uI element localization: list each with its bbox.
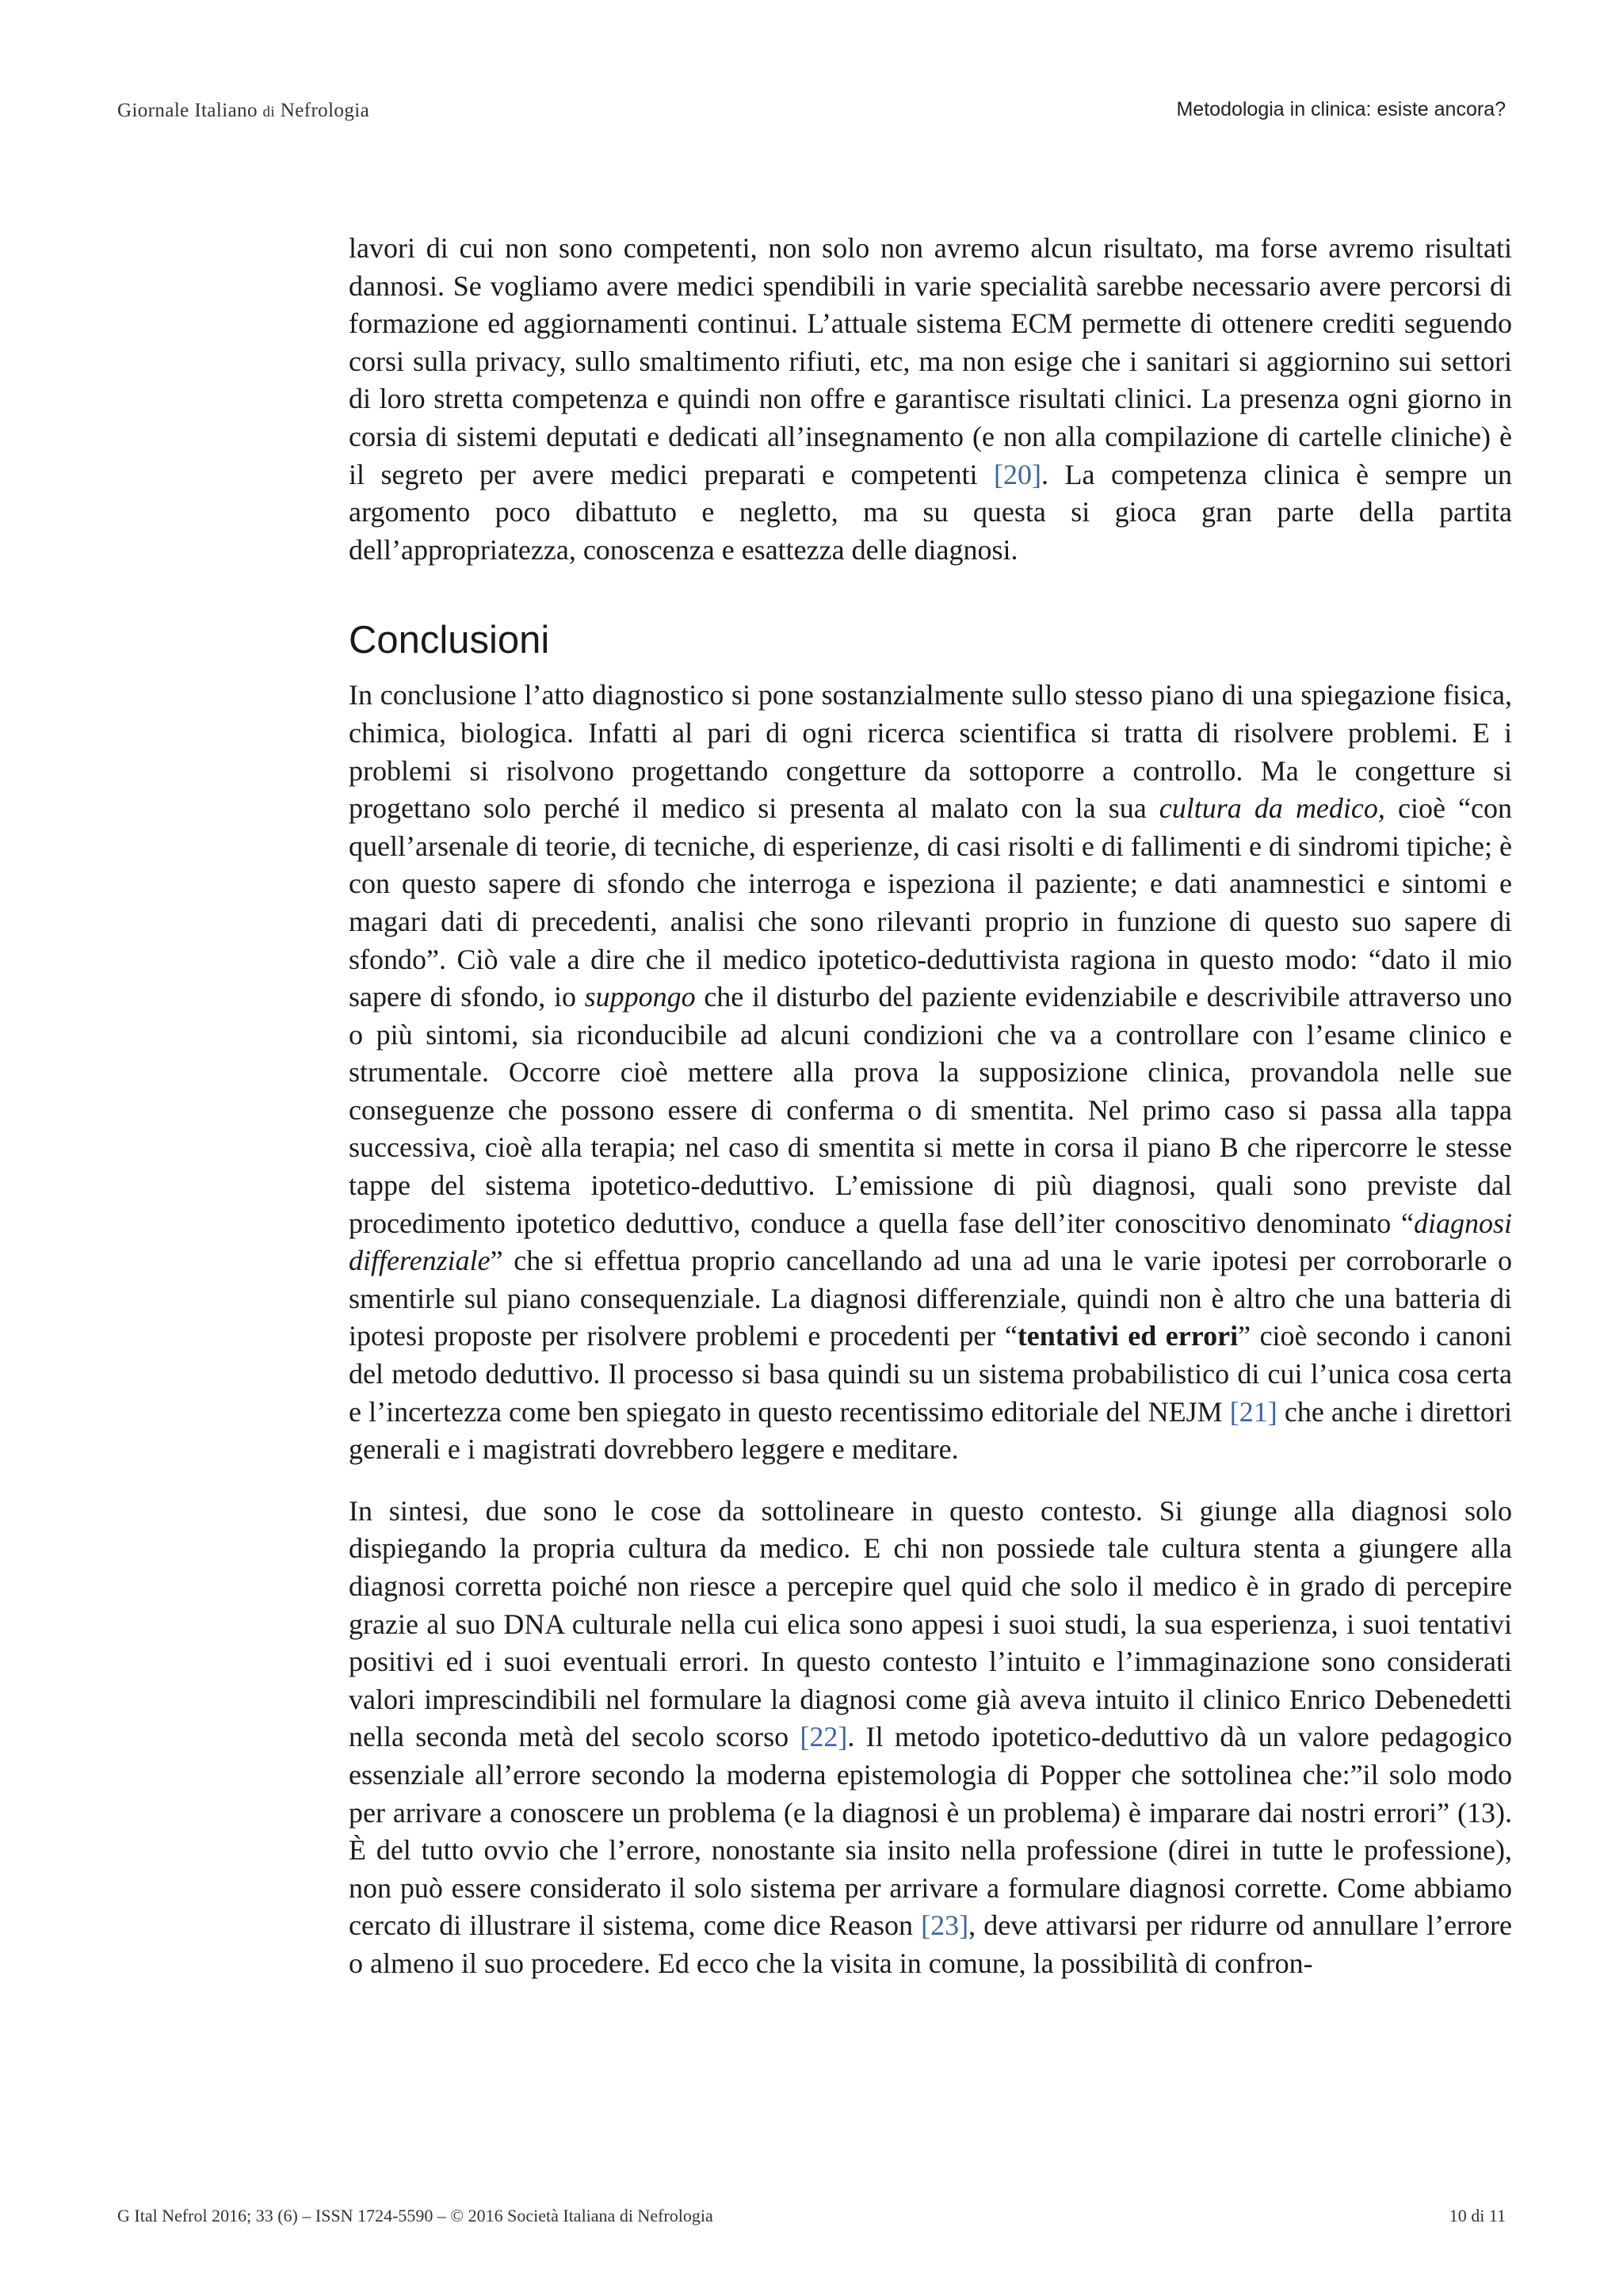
footer-citation: G Ital Nefrol 2016; 33 (6) – ISSN 1724-5590 – © 2016 Società Italiana di Nefrologia [117, 2206, 713, 2225]
journal-name-di: di [262, 104, 276, 120]
p2-text-f: che anche i direttori generali e i magistrati dovrebbero leggere e meditare. [349, 1395, 1513, 1466]
section-heading-conclusioni: Conclusioni [349, 619, 550, 662]
p1-text-b: . La competenza clinica è sempre un argomento poco dibattuto e negletto, ma su questa si gioca gran parte della partita dell’appropriatezza, conoscenza e esattezza delle diagnosi. [349, 458, 1513, 566]
p3-text-c: , deve attivarsi per ridurre od annullare l’errore o almeno il suo procedere. Ed ecco che la visita in comune, la possibilità di confron- [349, 1909, 1512, 1979]
p3-text-b: . Il metodo ipotetico-deduttivo dà un valore pedagogico essenziale all’errore secondo la moderna epistemologia di Popper che sottolinea che:”il solo modo per arrivare a conoscere un problema (e la diagnosi è un problema) è imparare dai nostri errori” (13). È del tutto ovvio che l’errore, nonostante sia insito nella professione (direi in tutte le professione), non può essere considerato il solo sistema per arrivare a formulare diagnosi corrette. Come abbiamo cercato di illustrare il sistema, come dice Reason [349, 1721, 1512, 1942]
p2-text-b: cioè “con quell’arsenale di teorie, di tecniche, di esperienze, di casi risolti e di fallimenti e di sindromi tipiche; è con questo sapere di sfondo che interroga e ispeziona il paziente; e dati anamnestici e sintomi e magari dati di precedenti, analisi che sono rilevanti proprio in funzione di questo suo sapere di sfondo”. Ciò vale a dire che il medico ipotetico-deduttivista ragiona in questo modo: “dato il mio sapere di sfondo, io [349, 792, 1513, 1013]
p2-text-d: ” che si effettua proprio cancellando ad una ad una le varie ipotesi per corroborarle o smentirle sul piano consequenziale. La diagnosi differenziale, quindi non è altro che una batteria di ipotesi proposte per risolvere problemi e procedenti per “ [349, 1245, 1512, 1352]
journal-name [117, 100, 369, 122]
p2-bold-tentativi: tentativi ed errori [1017, 1320, 1239, 1352]
article-body [349, 230, 1512, 1983]
paragraph-2 [349, 677, 1512, 1468]
reference-link-22[interactable]: [22] [800, 1721, 848, 1753]
reference-link-20[interactable]: [20] [994, 458, 1041, 490]
paragraph-1 [349, 230, 1512, 569]
reference-link-23[interactable]: [23] [921, 1909, 969, 1942]
journal-name-part1: Giornale Italiano [117, 100, 263, 121]
p2-text-c: che il disturbo del paziente evidenziabile e descrivibile attraverso uno o più sintomi, sia riconducibile ad alcuni condizioni che va a controllare con l’esame clinico e strumentale. Occorre cioè mettere alla prova la supposizione clinica, provandola nelle sue conseguenze che possono essere di conferma o di smentita. Nel primo caso si passa alla tappa successiva, cioè alla terapia; nel caso di smentita si mette in corsa il piano B che ripercorre le stesse tappe del sistema ipotetico-deduttivo. L’emissione di più diagnosi, quali sono previste dal procedimento ipotetico deduttivo, conduce a quella fase dell’iter conoscitivo denominato “ [349, 981, 1513, 1239]
paragraph-3 [349, 1493, 1512, 1983]
p2-italic-diagnosi: diagnosi differenziale [349, 1207, 1512, 1277]
p2-text-a: In conclusione l’atto diagnostico si pone sostanzialmente sullo stesso piano di una spiegazione fisica, chimica, biologica. Infatti al pari di ogni ricerca scientifica si tratta di risolvere problemi. E i problemi si risolvono progettando congetture da sottoporre a controllo. Ma le congetture si progettano solo perché il medico si presenta al malato con la sua [349, 679, 1512, 825]
running-title: Metodologia in clinica: esiste ancora? [1176, 98, 1506, 120]
journal-name-part2: Nefrologia [275, 100, 370, 121]
reference-link-21[interactable]: [21] [1229, 1395, 1277, 1428]
p2-italic-suppongo: suppongo [584, 981, 696, 1013]
p2-italic-cultura: cultura da medico, [1159, 792, 1385, 825]
page-number: 10 di 11 [1449, 2206, 1506, 2225]
p3-text-a: In sintesi, due sono le cose da sottolineare in questo contesto. Si giunge alla diagnosi solo dispiegando la propria cultura da medico. E chi non possiede tale cultura stenta a giungere alla diagnosi corretta poiché non riesce a percepire quel quid che solo il medico è in grado di percepire grazie al suo DNA culturale nella cui elica sono appesi i suoi studi, la sua esperienza, i suoi tentativi positivi ed i suoi eventuali errori. In questo contesto l’intuito e l’immaginazione sono considerati valori imprescindibili nel formulare la diagnosi come già aveva intuito il clinico Enrico Debenedetti nella seconda metà del secolo scorso [349, 1494, 1512, 1753]
p2-text-e: ” cioè secondo i canoni del metodo deduttivo. Il processo si basa quindi su un sistema probabilistico di cui l’unica cosa certa e l’incertezza come ben spiegato in questo recentissimo editoriale del NEJM [349, 1320, 1512, 1428]
p1-text-a: lavori di cui non sono competenti, non solo non avremo alcun risultato, ma forse avremo risultati dannosi. Se vogliamo avere medici spendibili in varie specialità sarebbe necessario avere percorsi di formazione ed aggiornamenti continui. L’attuale sistema ECM permette di ottenere crediti seguendo corsi sulla privacy, sullo smaltimento rifiuti, etc, ma non esige che i sanitari si aggiornino sui settori di loro stretta competenza e quindi non offre e garantisce risultati clinici. La presenza ogni giorno in corsia di sistemi deputati e dedicati all’insegnamento (e non alla compilazione di cartelle cliniche) è il segreto per avere medici preparati e competenti [349, 232, 1512, 490]
